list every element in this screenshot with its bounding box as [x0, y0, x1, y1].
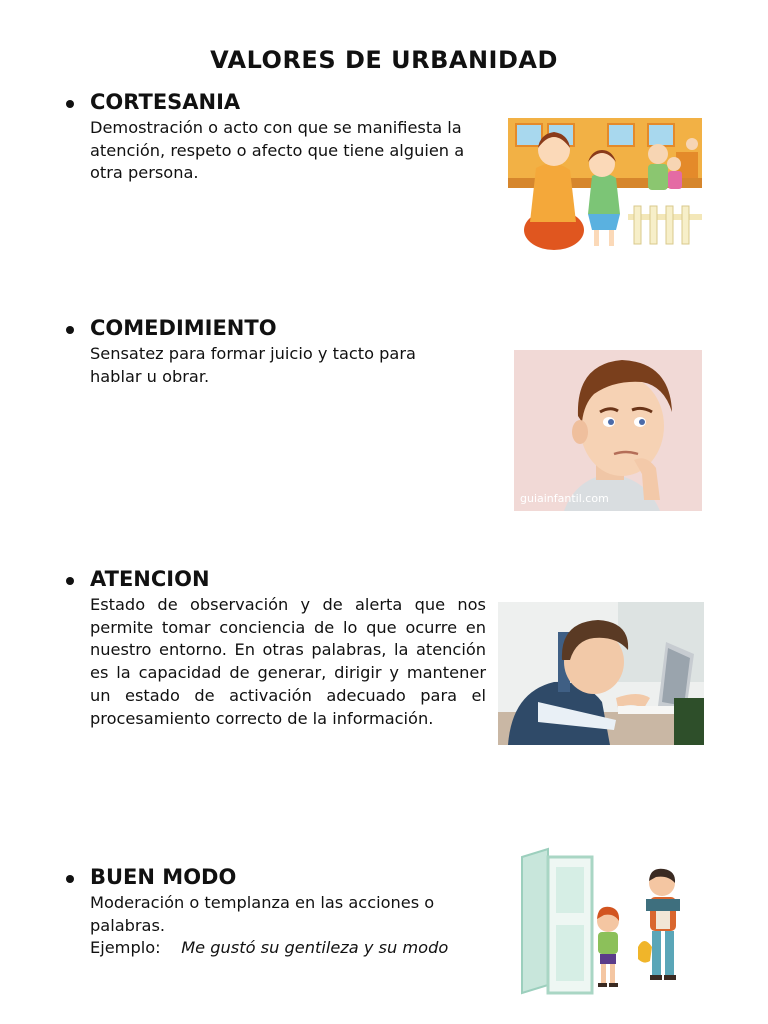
atencion-photo: [498, 602, 704, 745]
example-text: Me gustó su gentileza y su modo: [181, 938, 449, 958]
bullet-point: [66, 875, 74, 883]
cortesania-illustration: [508, 118, 702, 254]
buen-modo-illustration: [496, 839, 706, 997]
section-text: [90, 892, 470, 960]
section-definition: Moderación o templanza en las acciones o palabras.: [90, 893, 435, 935]
bullet-point: [66, 100, 74, 108]
example-label: Ejemplo:: [90, 938, 161, 958]
document-title: VALORES DE URBANIDAD: [210, 46, 558, 74]
bullet-point: [66, 326, 74, 334]
section-heading: ATENCION: [90, 567, 210, 591]
section-heading: CORTESANIA: [90, 90, 241, 114]
section-text: Sensatez para formar juicio y tacto para hablar u obrar.: [90, 344, 416, 386]
comedimiento-photo: [514, 350, 702, 511]
bullet-point: [66, 577, 74, 585]
section-text: Estado de observación y de alerta que nos permite tomar conciencia de lo que ocurre en nuestro entorno. En otras palabras, la atención es la capacidad de generar, dirigir y mantener un estado de activación adecuado para el procesamiento correcto de la información.: [90, 595, 486, 728]
section-text: Demostración o acto con que se manifiesta la atención, respeto o afecto que tiene alguien a otra persona.: [90, 118, 465, 183]
section-heading: COMEDIMIENTO: [90, 316, 277, 340]
example-line: [90, 937, 470, 960]
watermark-text: guiainfantil.com: [520, 492, 609, 505]
section-heading: BUEN MODO: [90, 865, 237, 889]
